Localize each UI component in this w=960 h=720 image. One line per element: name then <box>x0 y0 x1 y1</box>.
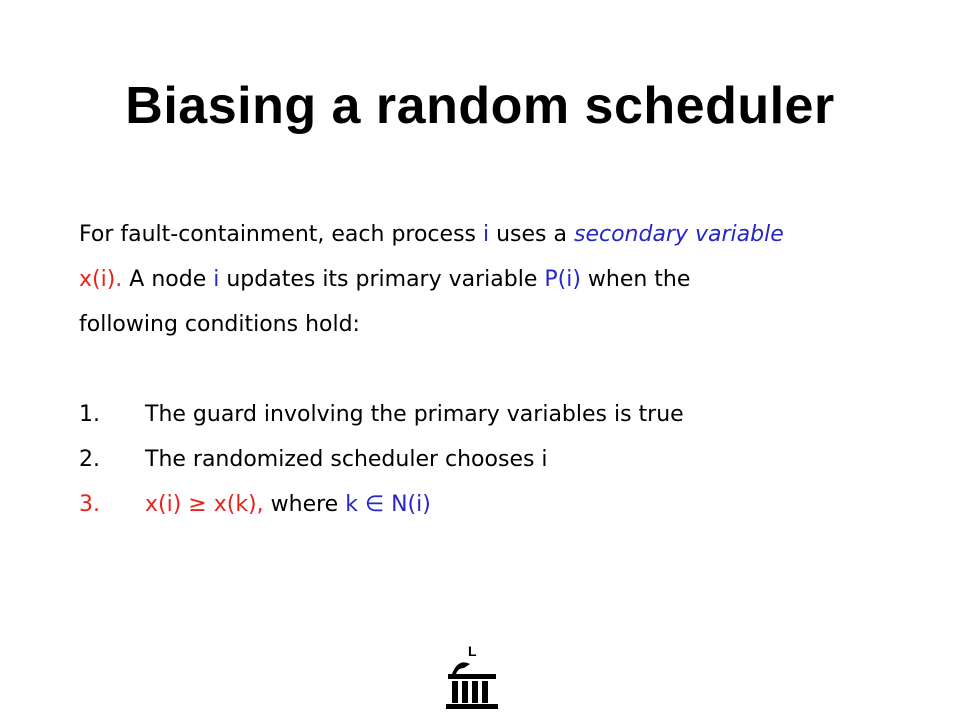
list-item-2 <box>79 437 919 482</box>
text-span: where <box>263 492 346 517</box>
list-number: 2. <box>79 447 100 472</box>
neighbor-membership: k ∈ N(i) <box>345 492 431 517</box>
list-number: 3. <box>79 492 100 517</box>
list-text: The randomized scheduler chooses i <box>145 447 548 472</box>
variable-pi: P(i) <box>544 267 581 292</box>
spacer <box>79 347 919 392</box>
list-item-1 <box>79 392 919 437</box>
svg-text:L: L <box>468 643 477 659</box>
variable-xi: x(i). <box>79 267 123 292</box>
university-logo-icon <box>442 640 502 710</box>
variable-i: i <box>482 222 490 247</box>
variable-i: i <box>213 267 220 292</box>
text-span: uses a <box>489 222 574 247</box>
text-span: updates its primary variable <box>219 267 545 292</box>
secondary-variable-term: secondary variable <box>573 222 784 247</box>
slide-title: Biasing a random scheduler <box>125 77 835 135</box>
paragraph-line-2 <box>79 257 919 302</box>
list-item-3 <box>79 482 919 527</box>
text-span: A node <box>122 267 214 292</box>
text-span: when the <box>580 267 691 292</box>
text-span: For fault-containment, each process <box>79 222 483 247</box>
list-number: 1. <box>79 402 100 427</box>
paragraph-line-1 <box>79 212 919 257</box>
condition-inequality: x(i) ≥ x(k), <box>145 492 264 517</box>
paragraph-line-3: following conditions hold: <box>79 312 360 337</box>
slide-body <box>79 212 919 527</box>
list-text: The guard involving the primary variables is true <box>145 402 684 427</box>
